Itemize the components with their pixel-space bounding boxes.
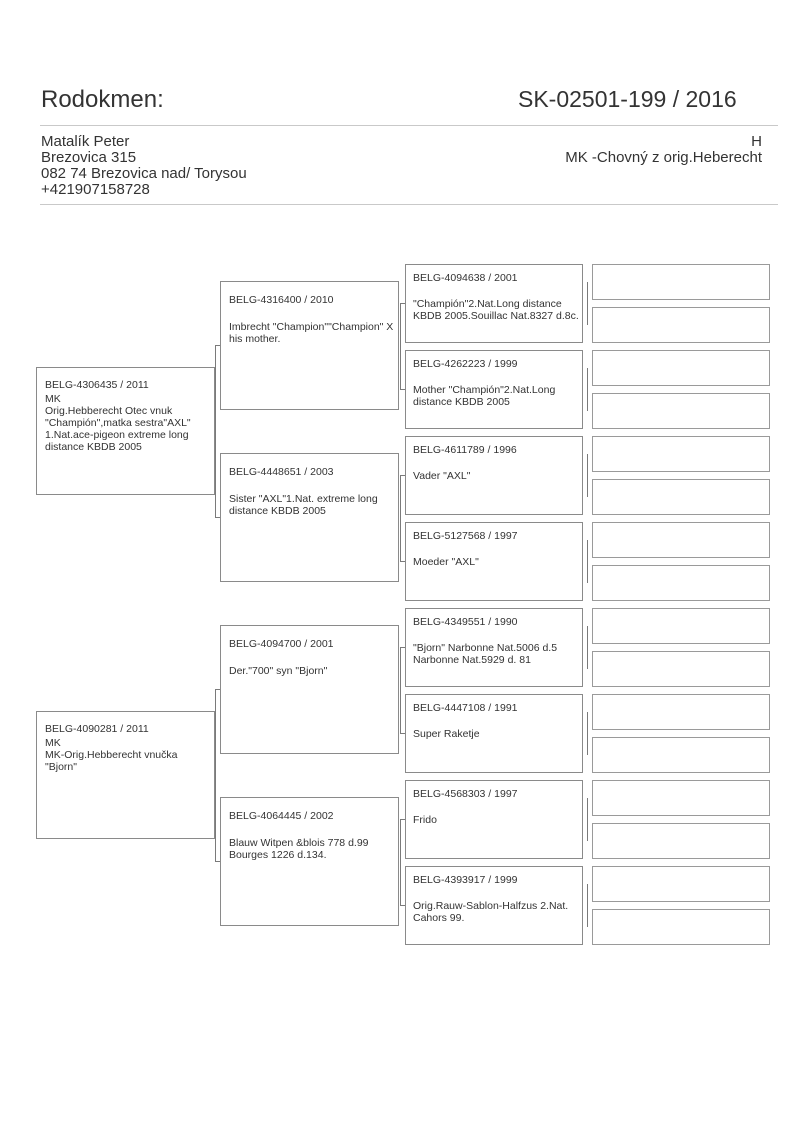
bird-description: "Bjorn" Narbonne Nat.5006 d.5 Narbonne Nat.5929 d. 81 bbox=[413, 642, 558, 666]
bird-description: Blauw Witpen &blois 778 d.99 Bourges 1226 d.134. bbox=[229, 837, 369, 861]
header-divider bbox=[40, 125, 778, 126]
ring-number: BELG-4306435 / 2011 bbox=[45, 379, 149, 391]
bird-description: MK Orig.Hebberecht Otec vnuk "Champión",matka sestra"AXL" 1.Nat.ace-pigeon extreme long distance KBDB 2005 bbox=[45, 393, 191, 453]
pedigree-box-ggp-4[interactable] bbox=[405, 522, 583, 601]
ring-number: BELG-4447108 / 1991 bbox=[413, 702, 518, 714]
ring-number: BELG-5127568 / 1997 bbox=[413, 530, 518, 542]
pedigree-id: SK-02501-199 / 2016 bbox=[518, 86, 737, 112]
owner-name: Matalík Peter bbox=[41, 133, 130, 150]
owner-phone: +421907158728 bbox=[41, 181, 150, 198]
connector-line bbox=[215, 517, 220, 518]
bird-description: Mother "Champión"2.Nat.Long distance KBDB 2005 bbox=[413, 384, 556, 408]
pedigree-box-empty[interactable] bbox=[592, 479, 770, 515]
pedigree-box-ggp-6[interactable] bbox=[405, 694, 583, 773]
ring-number: BELG-4316400 / 2010 bbox=[229, 294, 334, 306]
bird-description: "Champión"2.Nat.Long distance KBDB 2005.Souillac Nat.8327 d.8c. bbox=[413, 298, 579, 322]
pedigree-box-empty[interactable] bbox=[592, 565, 770, 601]
pedigree-box-ggp-8[interactable] bbox=[405, 866, 583, 945]
pedigree-box-empty[interactable] bbox=[592, 780, 770, 816]
bird-description: Moeder "AXL" bbox=[413, 556, 479, 568]
connector-line bbox=[400, 475, 401, 561]
pedigree-box-empty[interactable] bbox=[592, 737, 770, 773]
connector-line bbox=[215, 689, 216, 861]
pedigree-box-sire-sire[interactable] bbox=[220, 281, 399, 410]
connector-line bbox=[400, 819, 405, 820]
owner-divider bbox=[40, 204, 778, 205]
pedigree-box-empty[interactable] bbox=[592, 350, 770, 386]
pedigree-box-empty[interactable] bbox=[592, 866, 770, 902]
pedigree-box-mother[interactable] bbox=[36, 711, 215, 839]
bird-description: Frido bbox=[413, 814, 437, 826]
pedigree-box-ggp-5[interactable] bbox=[405, 608, 583, 687]
pedigree-box-empty[interactable] bbox=[592, 522, 770, 558]
connector-line bbox=[400, 389, 405, 390]
pedigree-box-ggp-1[interactable] bbox=[405, 264, 583, 343]
ring-number: BELG-4568303 / 1997 bbox=[413, 788, 518, 800]
bird-description: Vader "AXL" bbox=[413, 470, 471, 482]
bird-description: Orig.Rauw-Sablon-Halfzus 2.Nat. Cahors 99. bbox=[413, 900, 569, 924]
document-title: Rodokmen: bbox=[41, 86, 164, 113]
pedigree-box-empty[interactable] bbox=[592, 264, 770, 300]
bird-description: Der."700" syn "Bjorn" bbox=[229, 665, 328, 677]
pedigree-box-empty[interactable] bbox=[592, 436, 770, 472]
pedigree-box-empty[interactable] bbox=[592, 823, 770, 859]
connector-line bbox=[400, 561, 405, 562]
ring-number: BELG-4349551 / 1990 bbox=[413, 616, 518, 628]
ring-number: BELG-4094700 / 2001 bbox=[229, 638, 334, 650]
pedigree-box-empty[interactable] bbox=[592, 651, 770, 687]
pedigree-box-sire-dam[interactable] bbox=[220, 453, 399, 582]
connector-line bbox=[215, 345, 220, 346]
connector-line bbox=[587, 626, 588, 669]
pedigree-box-ggp-2[interactable] bbox=[405, 350, 583, 429]
ring-number: BELG-4094638 / 2001 bbox=[413, 272, 518, 284]
owner-street: Brezovica 315 bbox=[41, 149, 137, 166]
pedigree-box-ggp-7[interactable] bbox=[405, 780, 583, 859]
connector-line bbox=[215, 345, 216, 517]
connector-line bbox=[215, 689, 220, 690]
pedigree-box-empty[interactable] bbox=[592, 694, 770, 730]
connector-line bbox=[400, 819, 401, 905]
ring-number: BELG-4064445 / 2002 bbox=[229, 810, 334, 822]
pedigree-box-dam-dam[interactable] bbox=[220, 797, 399, 926]
owner-city: 082 74 Brezovica nad/ Torysou bbox=[41, 165, 247, 182]
ring-number: BELG-4448651 / 2003 bbox=[229, 466, 334, 478]
connector-line bbox=[400, 475, 405, 476]
ring-number: BELG-4262223 / 1999 bbox=[413, 358, 518, 370]
connector-line bbox=[587, 282, 588, 325]
pedigree-box-empty[interactable] bbox=[592, 909, 770, 945]
bird-description: Super Raketje bbox=[413, 728, 480, 740]
bird-description: MK MK-Orig.Hebberecht vnučka "Bjorn" bbox=[45, 737, 178, 773]
connector-line bbox=[400, 905, 405, 906]
connector-line bbox=[587, 798, 588, 841]
pedigree-box-empty[interactable] bbox=[592, 307, 770, 343]
connector-line bbox=[587, 884, 588, 927]
ring-number: BELG-4090281 / 2011 bbox=[45, 723, 149, 735]
connector-line bbox=[587, 540, 588, 583]
bird-description: Imbrecht "Champion""Champion" X his mother. bbox=[229, 321, 394, 345]
pedigree-box-empty[interactable] bbox=[592, 393, 770, 429]
breed-line: MK -Chovný z orig.Heberecht bbox=[565, 149, 762, 166]
connector-line bbox=[400, 647, 401, 733]
sex-marker: H bbox=[751, 133, 762, 150]
bird-description: Sister "AXL"1.Nat. extreme long distance KBDB 2005 bbox=[229, 493, 378, 517]
connector-line bbox=[587, 454, 588, 497]
pedigree-box-empty[interactable] bbox=[592, 608, 770, 644]
ring-number: BELG-4611789 / 1996 bbox=[413, 444, 517, 456]
connector-line bbox=[587, 368, 588, 411]
connector-line bbox=[400, 647, 405, 648]
connector-line bbox=[400, 733, 405, 734]
ring-number: BELG-4393917 / 1999 bbox=[413, 874, 518, 886]
connector-line bbox=[587, 712, 588, 755]
pedigree-box-father[interactable] bbox=[36, 367, 215, 495]
pedigree-box-ggp-3[interactable] bbox=[405, 436, 583, 515]
connector-line bbox=[400, 303, 405, 304]
connector-line bbox=[400, 303, 401, 389]
connector-line bbox=[215, 861, 220, 862]
pedigree-box-dam-sire[interactable] bbox=[220, 625, 399, 754]
